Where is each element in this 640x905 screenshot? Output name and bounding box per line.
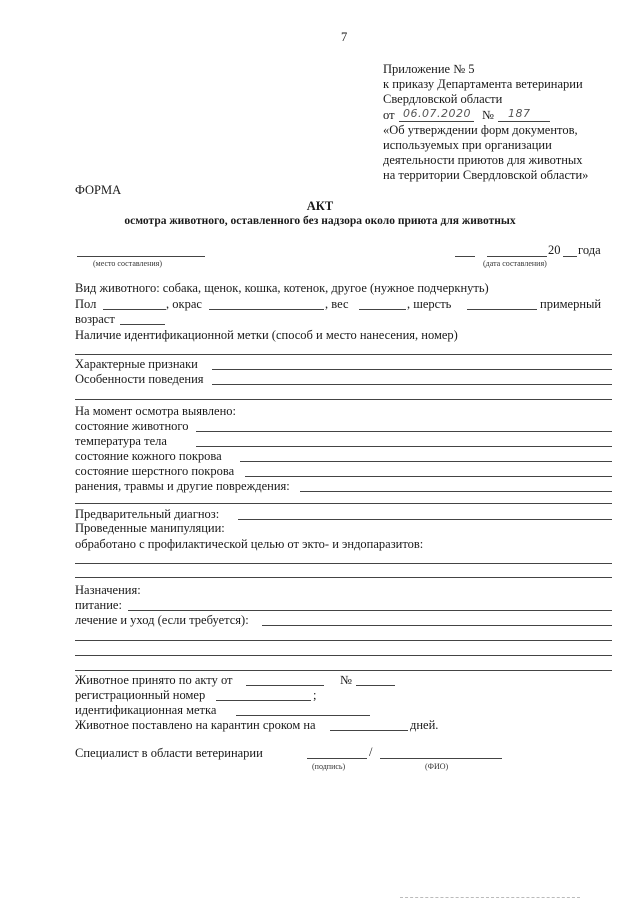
date-month-field[interactable] xyxy=(487,256,547,257)
signature-label: Специалист в области ветеринарии xyxy=(75,746,263,760)
reg-number-label: регистрационный номер xyxy=(75,688,206,702)
injuries-field[interactable] xyxy=(300,491,612,492)
color-field[interactable] xyxy=(209,309,324,310)
appendix-line-4-prefix: от xyxy=(383,108,395,122)
days-label: дней. xyxy=(410,718,439,732)
appendix-line-1: Приложение № 5 xyxy=(383,62,475,76)
behavior-field[interactable] xyxy=(212,384,612,385)
coat-field[interactable] xyxy=(245,476,612,477)
feeding-label: питание: xyxy=(75,598,122,612)
id-field[interactable] xyxy=(236,715,370,716)
fur-label: , шерсть xyxy=(407,297,452,311)
characteristics-field[interactable] xyxy=(212,369,612,370)
sex-label: Пол xyxy=(75,297,97,311)
age-label: возраст xyxy=(75,312,115,326)
appendix-number-label: № xyxy=(482,108,494,122)
treatment-label: лечение и уход (если требуется): xyxy=(75,613,249,627)
coat-label: состояние шерстного покрова xyxy=(75,464,235,478)
behavior-field-2[interactable] xyxy=(75,399,612,400)
injuries-field-2[interactable] xyxy=(75,503,612,504)
appendix-number-underline xyxy=(498,121,550,122)
appendix-line-5: «Об утверждении форм документов, xyxy=(383,123,578,137)
treatment-field-4[interactable] xyxy=(75,670,612,671)
parasites-field-2[interactable] xyxy=(75,577,612,578)
place-caption: (место составления) xyxy=(93,259,162,268)
date-year-prefix: 20 xyxy=(548,243,561,257)
skin-label: состояние кожного покрова xyxy=(75,449,222,463)
reg-number-field[interactable] xyxy=(216,700,311,701)
date-caption: (дата составления) xyxy=(483,259,547,268)
date-day-field[interactable] xyxy=(455,256,475,257)
id-mark-field[interactable] xyxy=(75,354,612,355)
scan-artifact xyxy=(400,897,580,898)
accepted-act-date-field[interactable] xyxy=(246,685,324,686)
weight-field[interactable] xyxy=(359,309,406,310)
signature-slash: / xyxy=(369,745,373,759)
id-mark-label: Наличие идентификационной метки (способ и место нанесения, номер) xyxy=(75,328,458,342)
temperature-label: температура тела xyxy=(75,434,167,448)
name-caption: (ФИО) xyxy=(425,762,449,771)
injuries-label: ранения, травмы и другие повреждения: xyxy=(75,479,290,493)
date-year-suffix: года xyxy=(578,243,601,257)
accepted-num-field[interactable] xyxy=(356,685,395,686)
act-title: АКТ xyxy=(306,199,334,213)
weight-label: , вес xyxy=(325,297,349,311)
condition-label: состояние животного xyxy=(75,419,189,433)
reg-semicolon: ; xyxy=(313,688,317,702)
color-label: , окрас xyxy=(166,297,202,311)
animal-type-label: Вид животного: собака, щенок, кошка, котенок, другое (нужное подчеркнуть) xyxy=(75,281,489,295)
treatment-field[interactable] xyxy=(262,625,612,626)
characteristics-label: Характерные признаки xyxy=(75,357,198,371)
accepted-act-label: Животное принято по акту от xyxy=(75,673,233,687)
at-exam-label: На момент осмотра выявлено: xyxy=(75,404,236,418)
appendix-handwritten-number: 187 xyxy=(508,107,531,120)
act-subtitle: осмотра животного, оставленного без надзора около приюта для животных xyxy=(124,215,516,227)
appendix-line-2: к приказу Департамента ветеринарии xyxy=(383,77,583,91)
date-year-field[interactable] xyxy=(563,256,577,257)
appendix-line-6: используемых при организации xyxy=(383,138,552,152)
parasites-label: обработано с профилактической целью от экто- и эндопаразитов: xyxy=(75,537,424,551)
id-label: идентификационная метка xyxy=(75,703,217,717)
diagnosis-label: Предварительный диагноз: xyxy=(75,507,220,521)
temperature-field[interactable] xyxy=(196,446,612,447)
diagnosis-field[interactable] xyxy=(238,519,612,520)
treatment-field-2[interactable] xyxy=(75,640,612,641)
skin-field[interactable] xyxy=(240,461,612,462)
name-field[interactable] xyxy=(380,758,502,759)
form-label: ФОРМА xyxy=(75,183,122,197)
age-field[interactable] xyxy=(120,324,165,325)
condition-field[interactable] xyxy=(196,431,612,432)
appendix-line-3: Свердловской области xyxy=(383,92,503,106)
page-number: 7 xyxy=(341,30,348,44)
place-field[interactable] xyxy=(77,256,205,257)
behavior-label: Особенности поведения xyxy=(75,372,204,386)
quarantine-label: Животное поставлено на карантин сроком на xyxy=(75,718,316,732)
appendix-line-7: деятельности приютов для животных xyxy=(383,153,583,167)
appendix-date-underline xyxy=(399,121,474,122)
approx-label: примерный xyxy=(540,297,602,311)
accepted-num-label: № xyxy=(340,673,352,687)
quarantine-field[interactable] xyxy=(330,730,408,731)
signature-field[interactable] xyxy=(307,758,367,759)
manipulations-label: Проведенные манипуляции: xyxy=(75,521,225,535)
fur-field[interactable] xyxy=(467,309,537,310)
appendix-line-8: на территории Свердловской области» xyxy=(383,168,589,182)
appendix-handwritten-date: 06.07.2020 xyxy=(403,107,471,120)
treatment-field-3[interactable] xyxy=(75,655,612,656)
prescriptions-label: Назначения: xyxy=(75,583,141,597)
feeding-field[interactable] xyxy=(128,610,612,611)
parasites-field[interactable] xyxy=(75,563,612,564)
sex-field[interactable] xyxy=(103,309,166,310)
signature-caption: (подпись) xyxy=(312,762,346,771)
